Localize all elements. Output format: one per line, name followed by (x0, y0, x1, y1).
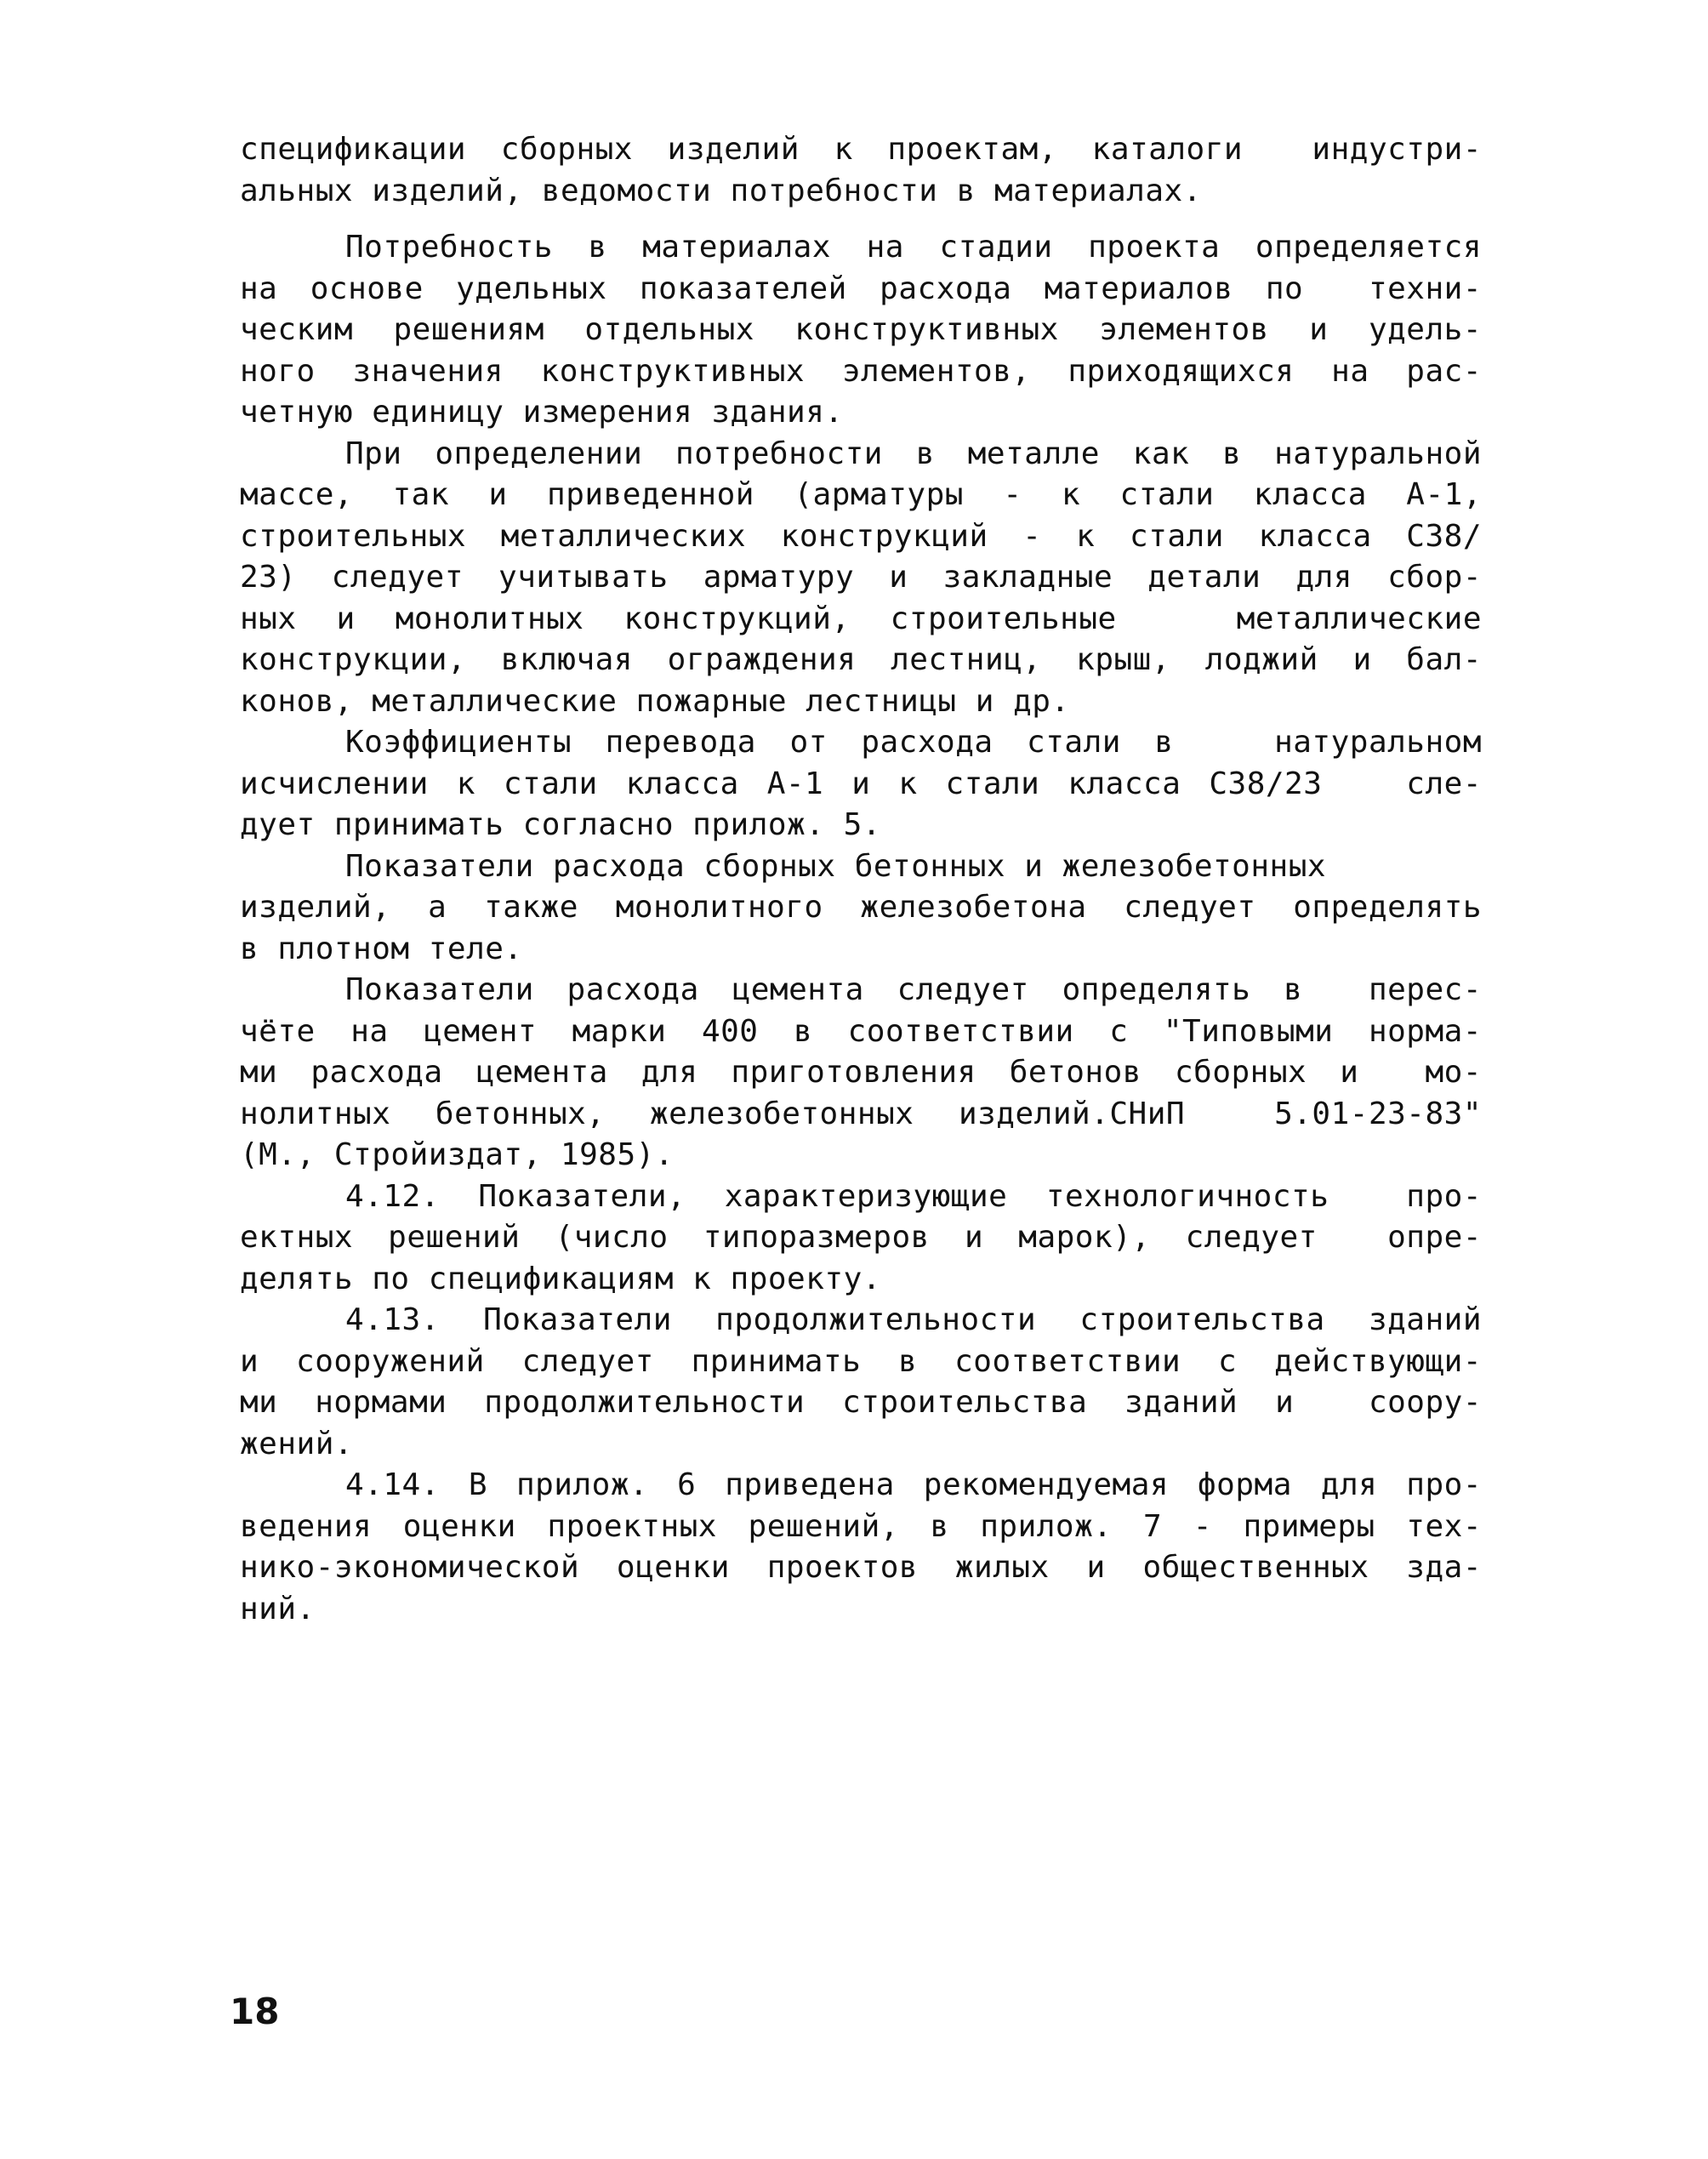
text-line: конструкции, включая ограждения лестниц, крыш, лоджий и бал- (240, 642, 1482, 677)
text-line: изделий, а также монолитного железобетона следует определять (240, 890, 1482, 925)
paragraph (240, 722, 1482, 846)
text-line: альных изделий, ведомости потребности в материалах. (240, 173, 1202, 208)
page-number: 18 (230, 1991, 280, 2032)
text-line: ний. (240, 1591, 316, 1626)
paragraph (240, 846, 1482, 971)
text-line: Показатели расхода цемента следует определять в перес- (345, 972, 1482, 1007)
page-body (240, 129, 1482, 1630)
text-line: чёте на цемент марки 400 в соответствии с "Типовыми норма- (240, 1013, 1482, 1049)
text-line: массе, так и приведенной (арматуры - к стали класса А-1, (240, 477, 1482, 512)
paragraph (240, 1176, 1482, 1301)
text-line: При определении потребности в металле как в натуральной (345, 436, 1482, 471)
text-line: 4.12. Показатели, характеризующие технологичность про- (345, 1178, 1482, 1214)
text-line: нико-экономической оценки проектов жилых и общественных зда- (240, 1550, 1482, 1585)
text-line: ми нормами продолжительности строительства зданий и соору- (240, 1385, 1482, 1420)
paragraph (240, 1300, 1482, 1465)
text-line: 23) следует учитывать арматуру и закладные детали для сбор- (240, 560, 1482, 595)
text-line: Коэффициенты перевода от расхода стали в натуральном (345, 725, 1482, 760)
text-line: Показатели расхода сборных бетонных и железобетонных (345, 848, 1327, 884)
text-line: ческим решениям отдельных конструктивных элементов и удель- (240, 312, 1482, 347)
text-line: четную единицу измерения здания. (240, 395, 844, 430)
text-line: исчислении к стали класса А-1 и к стали класса С38/23 сле- (240, 766, 1482, 801)
text-line: жений. (240, 1426, 354, 1461)
text-line: ми расхода цемента для приготовления бетонов сборных и мо- (240, 1055, 1482, 1090)
paragraph (240, 227, 1482, 434)
text-line: спецификации сборных изделий к проектам, каталоги индустри- (240, 132, 1482, 167)
text-line: ного значения конструктивных элементов, приходящихся на рас- (240, 353, 1482, 389)
text-line: ведения оценки проектных решений, в прилож. 7 - примеры тех- (240, 1508, 1482, 1544)
text-line: ных и монолитных конструкций, строительные металлические (240, 601, 1482, 636)
text-line: делять по спецификациям к проекту. (240, 1261, 881, 1296)
text-line: на основе удельных показателей расхода материалов по техни- (240, 271, 1482, 306)
text-line: дует принимать согласно прилож. 5. (240, 807, 881, 842)
text-line: 4.14. В прилож. 6 приведена рекомендуемая форма для про- (345, 1467, 1482, 1502)
text-line: в плотном теле. (240, 931, 523, 966)
paragraph (240, 1465, 1482, 1630)
text-line: (М., Стройиздат, 1985). (240, 1137, 674, 1172)
paragraph (240, 970, 1482, 1176)
text-line: Потребность в материалах на стадии проекта определяется (345, 230, 1482, 265)
paragraph (240, 434, 1482, 723)
text-line: нолитных бетонных, железобетонных изделий.СНиП 5.01-23-83" (240, 1096, 1482, 1131)
text-line: ектных решений (число типоразмеров и марок), следует опре- (240, 1220, 1482, 1255)
text-line: конов, металлические пожарные лестницы и др. (240, 683, 1070, 719)
text-line: и сооружений следует принимать в соответствии с действующи- (240, 1343, 1482, 1379)
text-line: строительных металлических конструкций - к стали класса С38/ (240, 518, 1482, 554)
text-line: 4.13. Показатели продолжительности строительства зданий (345, 1302, 1482, 1337)
paragraph (240, 129, 1482, 212)
